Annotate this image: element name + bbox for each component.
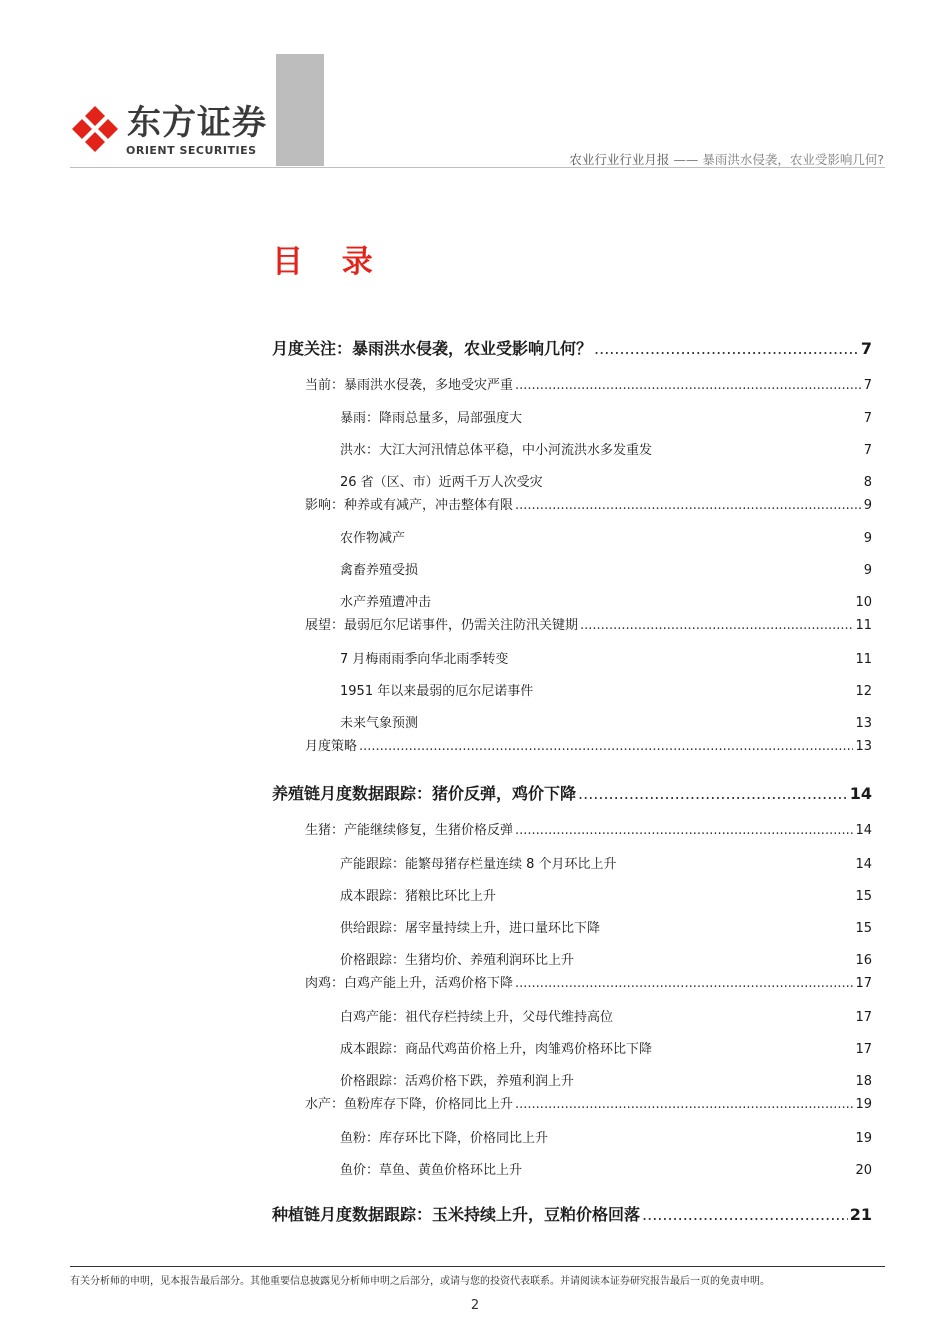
toc-entry-page: 9 (863, 498, 872, 513)
toc-entry[interactable] (340, 917, 872, 936)
toc-entry-title: 当前：暴雨洪水侵袭，多地受灾严重 (305, 378, 514, 393)
toc-entry[interactable] (305, 374, 872, 393)
toc-entry[interactable] (272, 1202, 872, 1225)
toc-entry-page: 7 (863, 378, 872, 393)
toc-entry[interactable] (340, 591, 872, 610)
toc-entry-title: 鱼价：草鱼、黄鱼价格环比上升 (340, 1163, 523, 1178)
toc-leader-dots (594, 339, 859, 358)
toc-entry-title: 暴雨：降雨总量多，局部强度大 (340, 411, 523, 426)
toc-entry-page: 14 (855, 857, 872, 872)
toc-entry-page: 13 (855, 716, 872, 731)
toc-entry-page: 15 (855, 889, 872, 904)
toc-entry-title: 成本跟踪：猪粮比环比上升 (340, 889, 497, 904)
toc-entry-page: 9 (863, 531, 872, 546)
toc-entry-title: 种植链月度数据跟踪：玉米持续上升，豆粕价格回落 (272, 1205, 641, 1224)
toc-entry-page: 14 (849, 784, 872, 803)
toc-entry[interactable] (340, 885, 872, 904)
toc-entry-page: 19 (855, 1097, 872, 1112)
toc-entry-title: 7 月梅雨雨季向华北雨季转变 (340, 652, 509, 667)
toc-entry-title: 影响：种养或有减产，冲击整体有限 (305, 498, 514, 513)
toc-entry-title: 展望：最弱厄尔尼诺事件，仍需关注防汛关键期 (305, 618, 579, 633)
toc-entry-page: 17 (855, 1042, 872, 1057)
toc-entry-title: 水产：鱼粉库存下降，价格同比上升 (305, 1097, 514, 1112)
toc-entry[interactable] (305, 972, 872, 991)
toc-leader-dots (515, 498, 862, 513)
toc-entry-page: 9 (863, 563, 872, 578)
toc-entry-page: 7 (860, 339, 872, 358)
header-divider (70, 167, 885, 168)
toc-entry[interactable] (340, 1038, 872, 1057)
toc-entry-page: 12 (855, 684, 872, 699)
toc-entry-page: 11 (855, 618, 872, 633)
toc-entry-page: 11 (855, 652, 872, 667)
toc-entry[interactable] (340, 407, 872, 426)
toc-entry-title: 养殖链月度数据跟踪：猪价反弹，鸡价下降 (272, 784, 577, 803)
toc-entry[interactable] (340, 1006, 872, 1025)
toc-entry-title: 产能跟踪：能繁母猪存栏量连续 8 个月环比上升 (340, 857, 617, 872)
toc-entry-page: 8 (863, 475, 872, 490)
toc-entry-page: 16 (855, 953, 872, 968)
logo-chinese-name: 东方证券 (127, 103, 267, 143)
toc-entry[interactable] (305, 735, 872, 754)
logo-english-name: ORIENT SECURITIES (126, 144, 257, 157)
toc-entry[interactable] (272, 781, 872, 804)
toc-entry-page: 17 (855, 1010, 872, 1025)
toc-entry-title: 月度策略 (305, 739, 358, 754)
toc-entry-page: 21 (849, 1205, 872, 1224)
toc-leader-dots (515, 823, 853, 838)
toc-entry-page: 7 (863, 411, 872, 426)
toc-entry[interactable] (305, 494, 872, 513)
toc-entry-page: 10 (855, 595, 872, 610)
toc-leader-dots (359, 739, 853, 754)
toc-entry[interactable] (305, 1093, 872, 1112)
toc-entry-title: 供给跟踪：屠宰量持续上升，进口量环比下降 (340, 921, 601, 936)
toc-leader-dots (515, 976, 853, 991)
toc-entry-title: 月度关注：暴雨洪水侵袭，农业受影响几何？ (272, 339, 593, 358)
toc-entry-page: 17 (855, 976, 872, 991)
toc-entry[interactable] (340, 949, 872, 968)
toc-entry-title: 26 省（区、市）近两千万人次受灾 (340, 475, 543, 490)
toc-entry-title: 成本跟踪：商品代鸡苗价格上升，肉雏鸡价格环比下降 (340, 1042, 653, 1057)
toc-entry[interactable] (340, 648, 872, 667)
toc-entry-title: 价格跟踪：活鸡价格下跌，养殖利润上升 (340, 1074, 575, 1089)
toc-leader-dots (578, 784, 848, 803)
report-type: 农业行业行业月报 (569, 152, 670, 167)
toc-entry-page: 18 (855, 1074, 872, 1089)
toc-leader-dots (580, 618, 853, 633)
page-number: 2 (470, 1298, 480, 1313)
report-title: 暴雨洪水侵袭，农业受影响几何? (702, 152, 884, 167)
header-decoration-bar (276, 54, 324, 166)
header-separator: —— (673, 152, 699, 167)
report-header (569, 150, 884, 168)
toc-entry-title: 价格跟踪：生猪均价、养殖利润环比上升 (340, 953, 575, 968)
toc-entry[interactable] (340, 559, 872, 578)
toc-entry[interactable] (340, 712, 872, 731)
toc-entry[interactable] (272, 336, 872, 359)
toc-entry-title: 肉鸡：白鸡产能上升，活鸡价格下降 (305, 976, 514, 991)
toc-leader-dots (642, 1205, 848, 1224)
footer-divider (70, 1266, 885, 1267)
toc-entry-title: 洪水：大江大河汛情总体平稳，中小河流洪水多发重发 (340, 443, 653, 458)
toc-entry[interactable] (340, 471, 872, 490)
toc-entry-title: 禽畜养殖受损 (340, 563, 419, 578)
toc-leader-dots (515, 1097, 853, 1112)
toc-entry[interactable] (340, 853, 872, 872)
toc-leader-dots (515, 378, 862, 393)
toc-entry[interactable] (340, 527, 872, 546)
toc-entry-page: 13 (855, 739, 872, 754)
toc-entry-title: 鱼粉：库存环比下降，价格同比上升 (340, 1131, 549, 1146)
toc-entry-title: 未来气象预测 (340, 716, 419, 731)
toc-entry[interactable] (340, 439, 872, 458)
toc-heading: 目 录 (272, 244, 387, 280)
toc-entry-page: 19 (855, 1131, 872, 1146)
toc-entry[interactable] (340, 1127, 872, 1146)
toc-entry-title: 农作物减产 (340, 531, 406, 546)
toc-entry[interactable] (340, 1070, 872, 1089)
toc-entry-title: 1951 年以来最弱的厄尔尼诺事件 (340, 684, 534, 699)
toc-entry[interactable] (305, 819, 872, 838)
toc-entry-page: 20 (855, 1163, 872, 1178)
orient-securities-logo-icon (70, 104, 120, 154)
toc-entry[interactable] (340, 1159, 872, 1178)
footer-disclaimer: 有关分析师的申明，见本报告最后部分。其他重要信息披露见分析师申明之后部分，或请与您的投资代表联系。并请阅读本证券研究报告最后一页的免责申明。 (70, 1276, 770, 1287)
toc-entry-page: 14 (855, 823, 872, 838)
toc-entry[interactable] (340, 680, 872, 699)
toc-entry-title: 水产养殖遭冲击 (340, 595, 432, 610)
toc-entry-page: 15 (855, 921, 872, 936)
toc-entry-title: 生猪：产能继续修复，生猪价格反弹 (305, 823, 514, 838)
toc-entry-title: 白鸡产能：祖代存栏持续上升，父母代维持高位 (340, 1010, 614, 1025)
toc-entry-page: 7 (863, 443, 872, 458)
toc-entry[interactable] (305, 614, 872, 633)
